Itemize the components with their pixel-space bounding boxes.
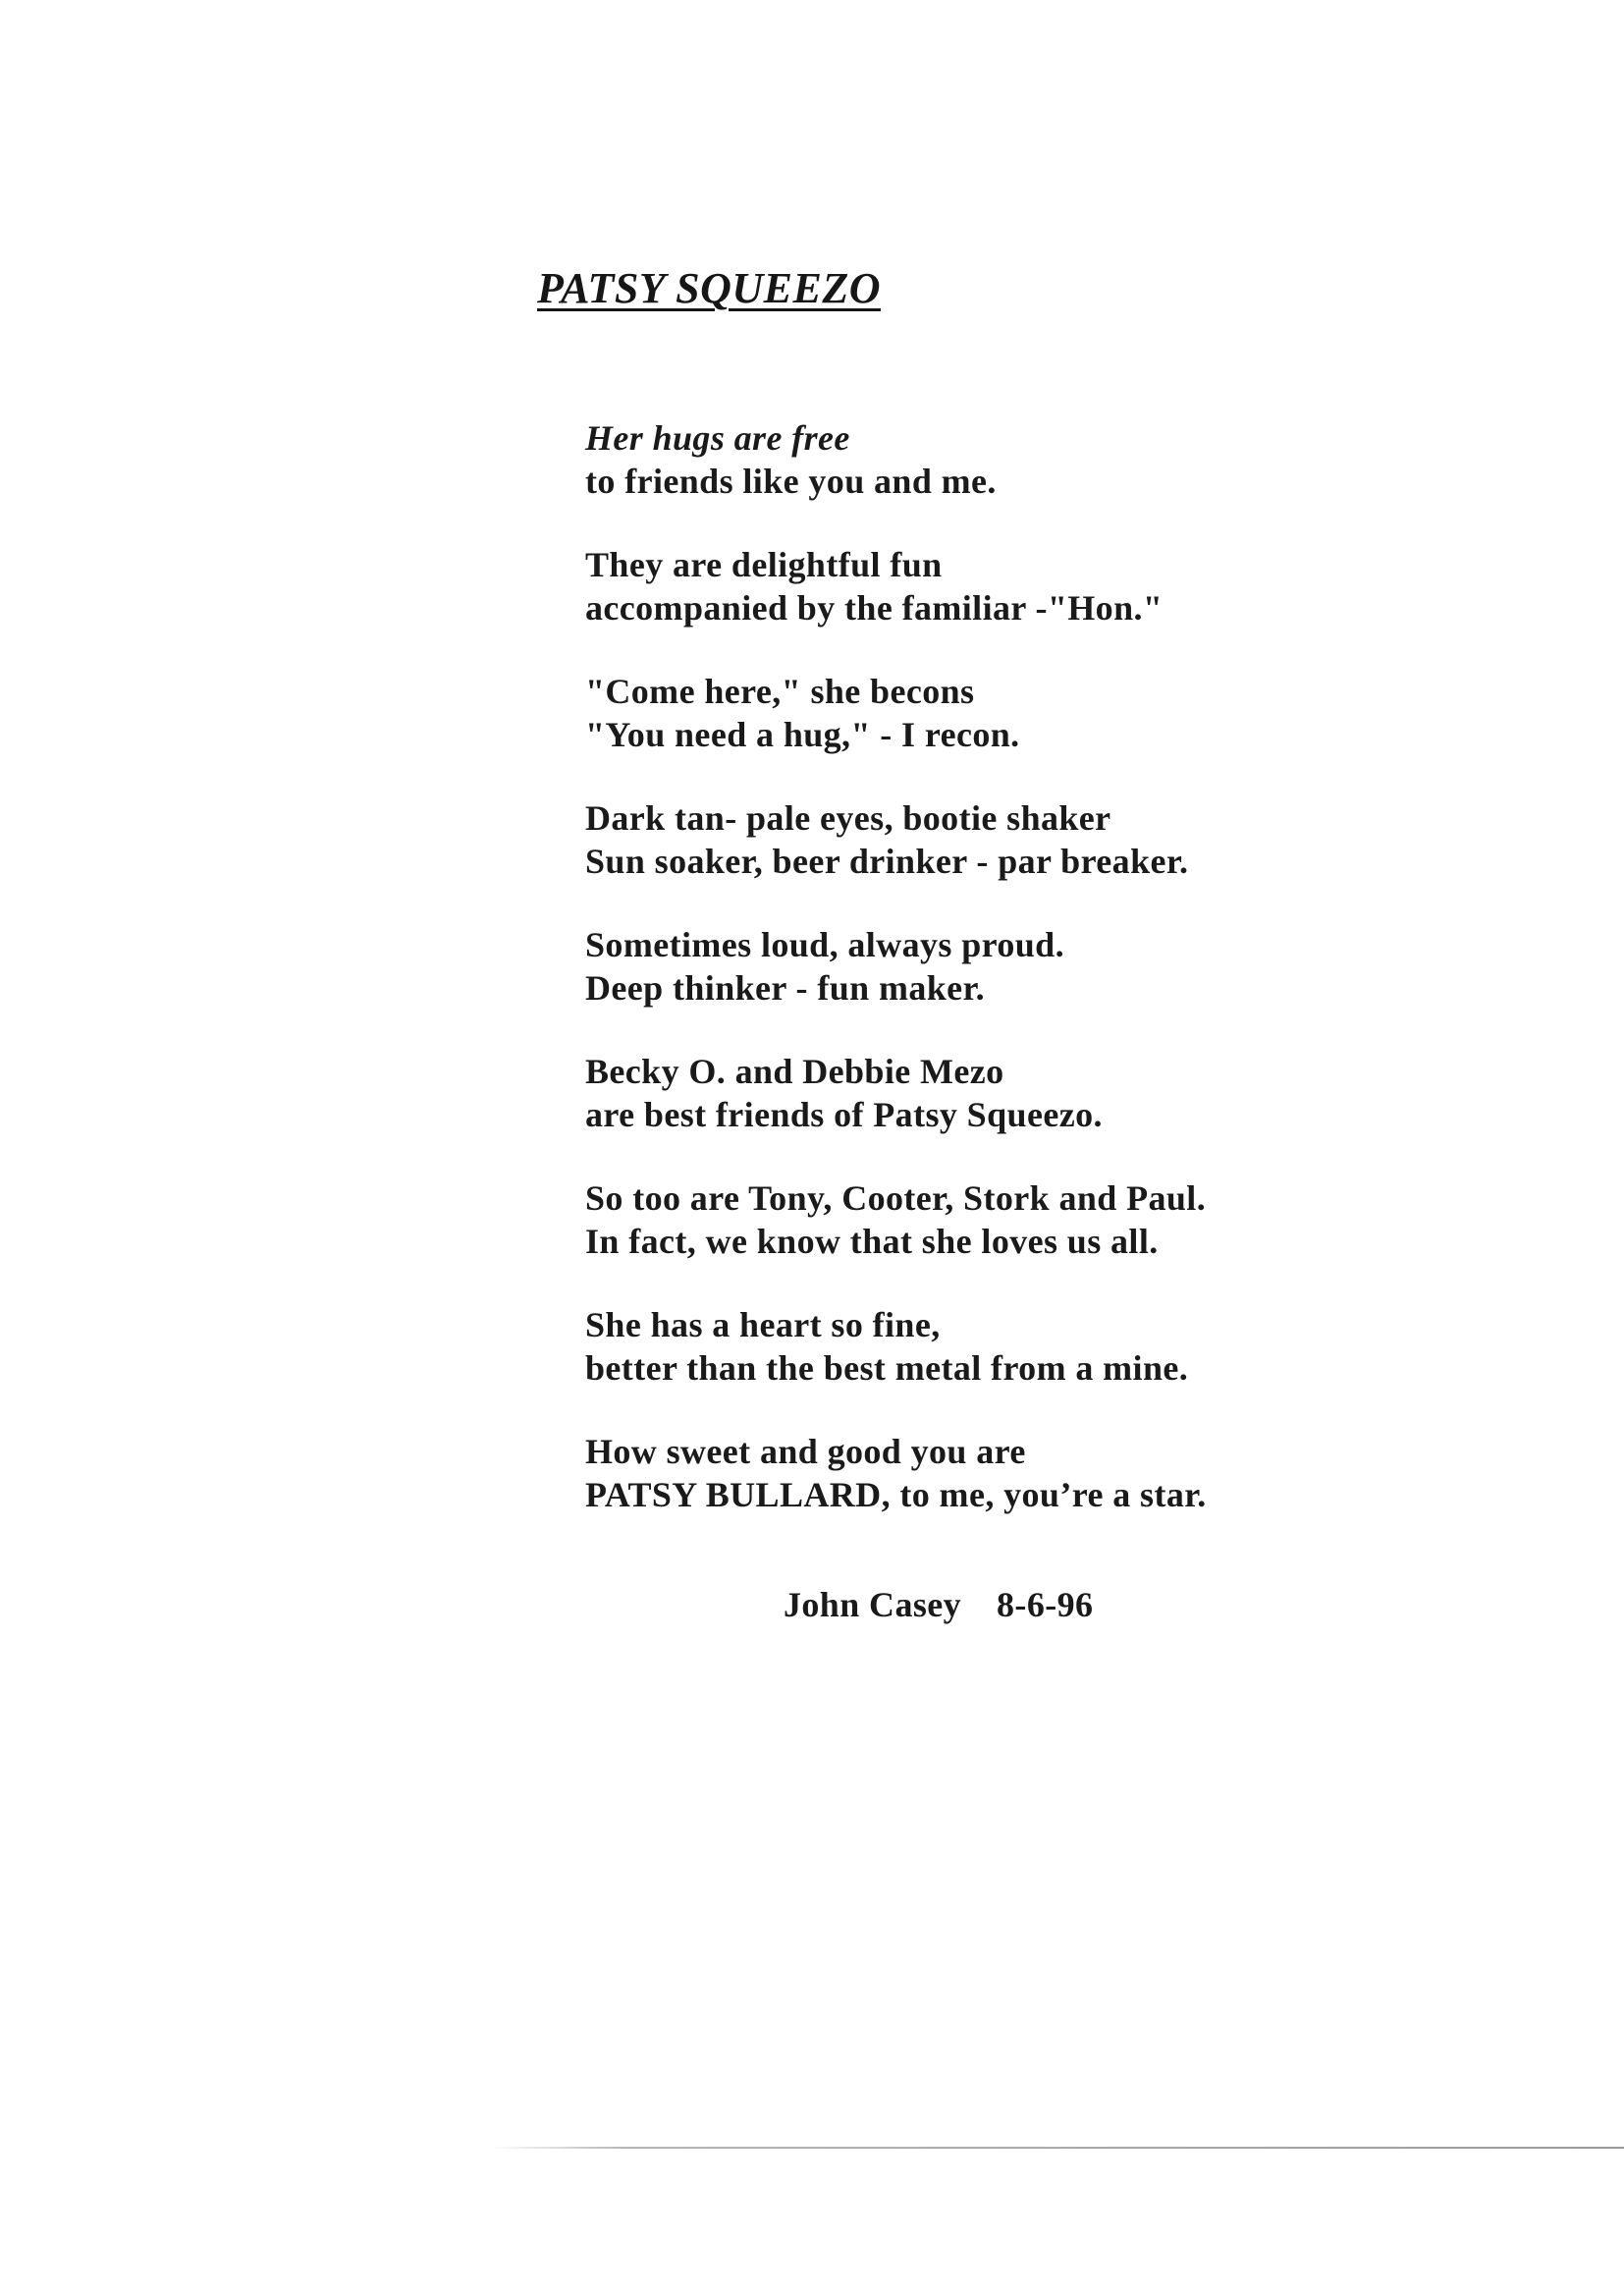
page-edge-line	[491, 2147, 1624, 2149]
poem-line: Sun soaker, beer drinker - par breaker.	[585, 842, 1189, 881]
poem-line: Her hugs are free	[585, 418, 850, 458]
poem-line: They are delightful fun	[585, 545, 943, 584]
poem-line: PATSY BULLARD, to me, you’re a star.	[585, 1475, 1207, 1514]
stanza-2	[585, 543, 1390, 629]
poem-line: to friends like you and me.	[585, 462, 997, 501]
signature	[784, 1583, 1093, 1626]
poem-body	[585, 416, 1390, 1557]
stanza-9	[585, 1430, 1390, 1516]
poem-line: "Come here," she becons	[585, 672, 975, 711]
poem-line: Becky O. and Debbie Mezo	[585, 1052, 1004, 1091]
stanza-8	[585, 1303, 1390, 1390]
stanza-7	[585, 1176, 1390, 1263]
stanza-1	[585, 416, 1390, 503]
poem-line: How sweet and good you are	[585, 1432, 1026, 1471]
poem-line: In fact, we know that she loves us all.	[585, 1222, 1159, 1261]
poem-line: "You need a hug," - I recon.	[585, 715, 1020, 754]
stanza-5	[585, 923, 1390, 1010]
poem-line: Deep thinker - fun maker.	[585, 968, 986, 1008]
poem-line: She has a heart so fine,	[585, 1305, 941, 1344]
stanza-3	[585, 670, 1390, 756]
signature-author: John Casey	[784, 1585, 962, 1624]
stanza-6	[585, 1050, 1390, 1136]
poem-line: accompanied by the familiar -"Hon."	[585, 588, 1164, 628]
poem-line: are best friends of Patsy Squeezo.	[585, 1095, 1103, 1134]
poem-line: Dark tan- pale eyes, bootie shaker	[585, 798, 1111, 838]
stanza-4	[585, 796, 1390, 883]
poem-line: So too are Tony, Cooter, Stork and Paul.	[585, 1178, 1207, 1218]
signature-date: 8-6-96	[997, 1585, 1094, 1624]
poem-title: PATSY SQUEEZO	[537, 264, 881, 312]
poem-line: Sometimes loud, always proud.	[585, 925, 1065, 964]
poem-line: better than the best metal from a mine.	[585, 1348, 1189, 1388]
